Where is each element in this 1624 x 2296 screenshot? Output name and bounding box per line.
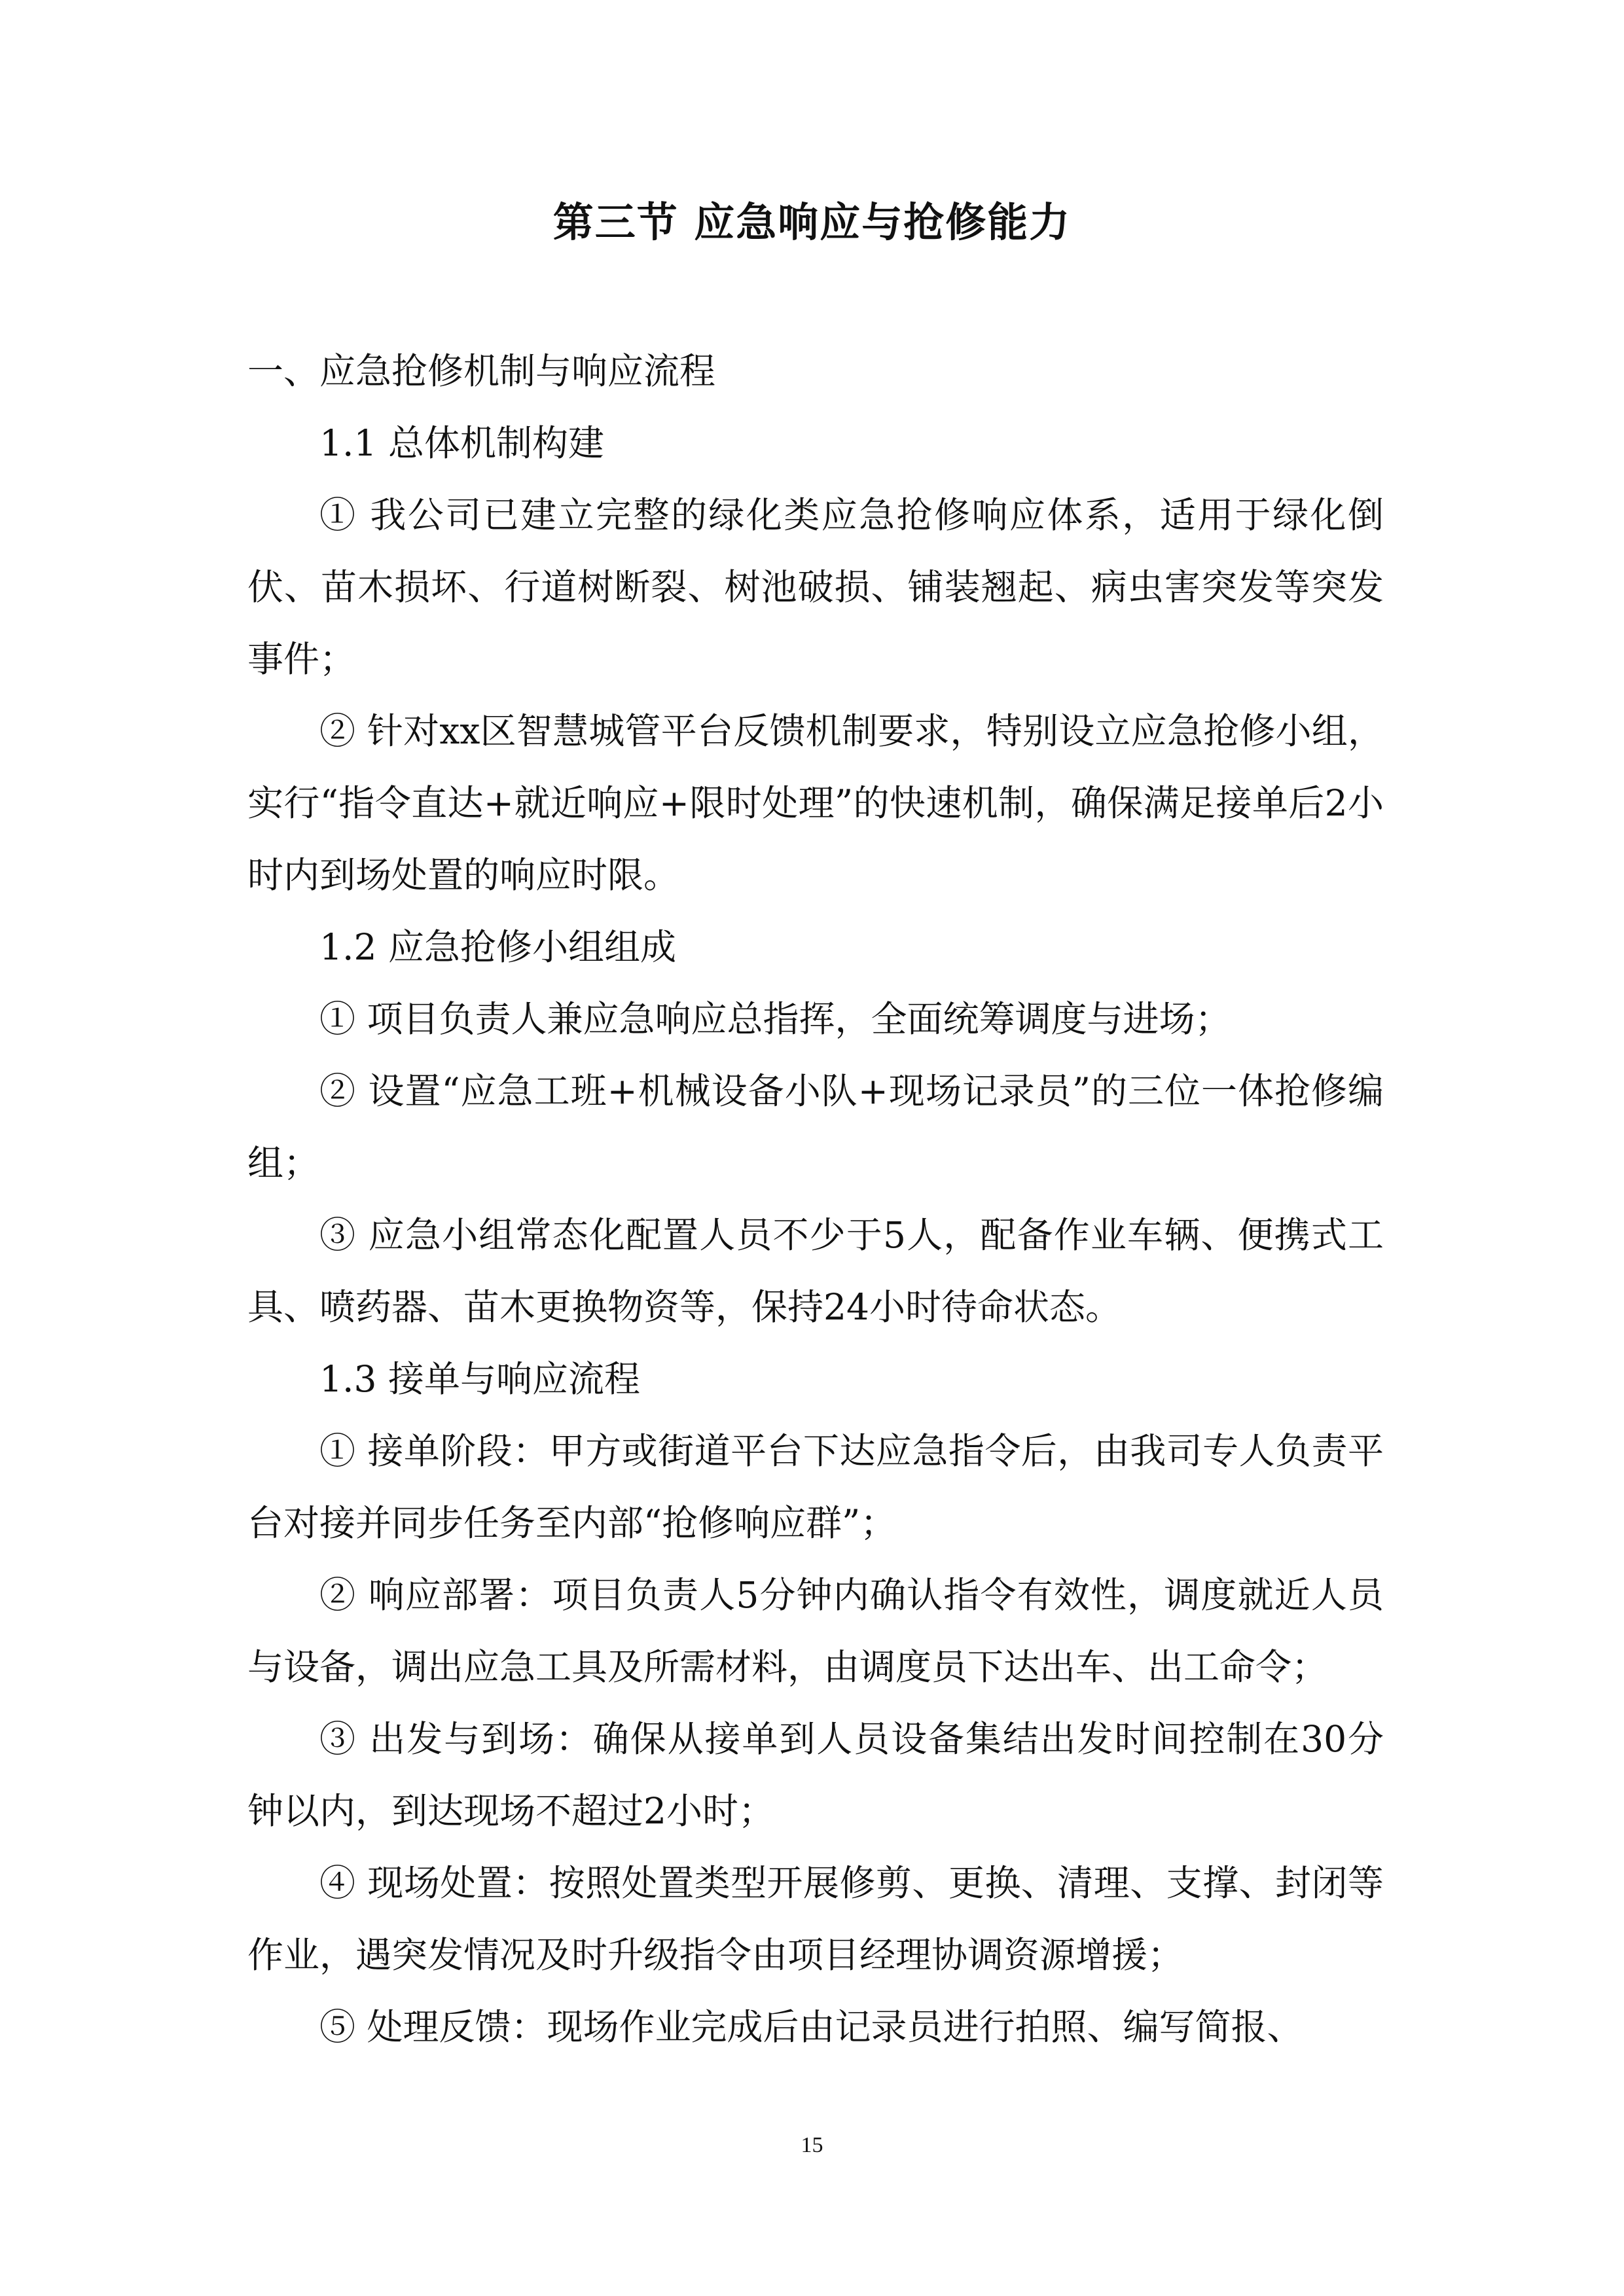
subheading-1-1: 1.1 总体机制构建: [319, 422, 604, 464]
paragraph: ② 响应部署：项目负责人5分钟内确认指令有效性，调度就近人员与设备，调出应急工具及所需材料，由调度员下达出车、出工命令；: [247, 1574, 1384, 1688]
paragraph: ① 项目负责人兼应急响应总指挥，全面统筹调度与进场；: [319, 998, 1231, 1040]
paragraph: ① 接单阶段：甲方或街道平台下达应急指令后，由我司专人负责平台对接并同步任务至内部“抢修响应群”；: [247, 1430, 1384, 1544]
section-title: 第三节 应急响应与抢修能力: [552, 198, 1072, 246]
paragraph: ② 设置“应急工班+机械设备小队+现场记录员”的三位一体抢修编组；: [247, 1070, 1384, 1184]
paragraph: ② 针对xx区智慧城管平台反馈机制要求，特别设立应急抢修小组，实行“指令直达+就近响应+限时处理”的快速机制，确保满足接单后2小时内到场处置的响应时限。: [247, 710, 1384, 896]
paragraph: ③ 出发与到场：确保从接单到人员设备集结出发时间控制在30分钟以内，到达现场不超过2小时；: [247, 1718, 1384, 1832]
subheading-1-2: 1.2 应急抢修小组组成: [319, 926, 676, 968]
paragraph: ④ 现场处置：按照处置类型开展修剪、更换、清理、支撑、封闭等作业，遇突发情况及时升级指令由项目经理协调资源增援；: [247, 1862, 1384, 1976]
paragraph: ⑤ 处理反馈：现场作业完成后由记录员进行拍照、编写简报、: [319, 2006, 1303, 2048]
page-number: 15: [801, 2133, 823, 2157]
heading-level-1: 一、应急抢修机制与响应流程: [247, 350, 716, 392]
body-text: [247, 335, 1384, 2063]
paragraph: ③ 应急小组常态化配置人员不少于5人，配备作业车辆、便携式工具、喷药器、苗木更换物资等，保持24小时待命状态。: [247, 1214, 1384, 1328]
paragraph: ① 我公司已建立完整的绿化类应急抢修响应体系，适用于绿化倒伏、苗木损坏、行道树断裂、树池破损、铺装翘起、病虫害突发等突发事件；: [247, 494, 1384, 680]
subheading-1-3: 1.3 接单与响应流程: [319, 1358, 640, 1400]
